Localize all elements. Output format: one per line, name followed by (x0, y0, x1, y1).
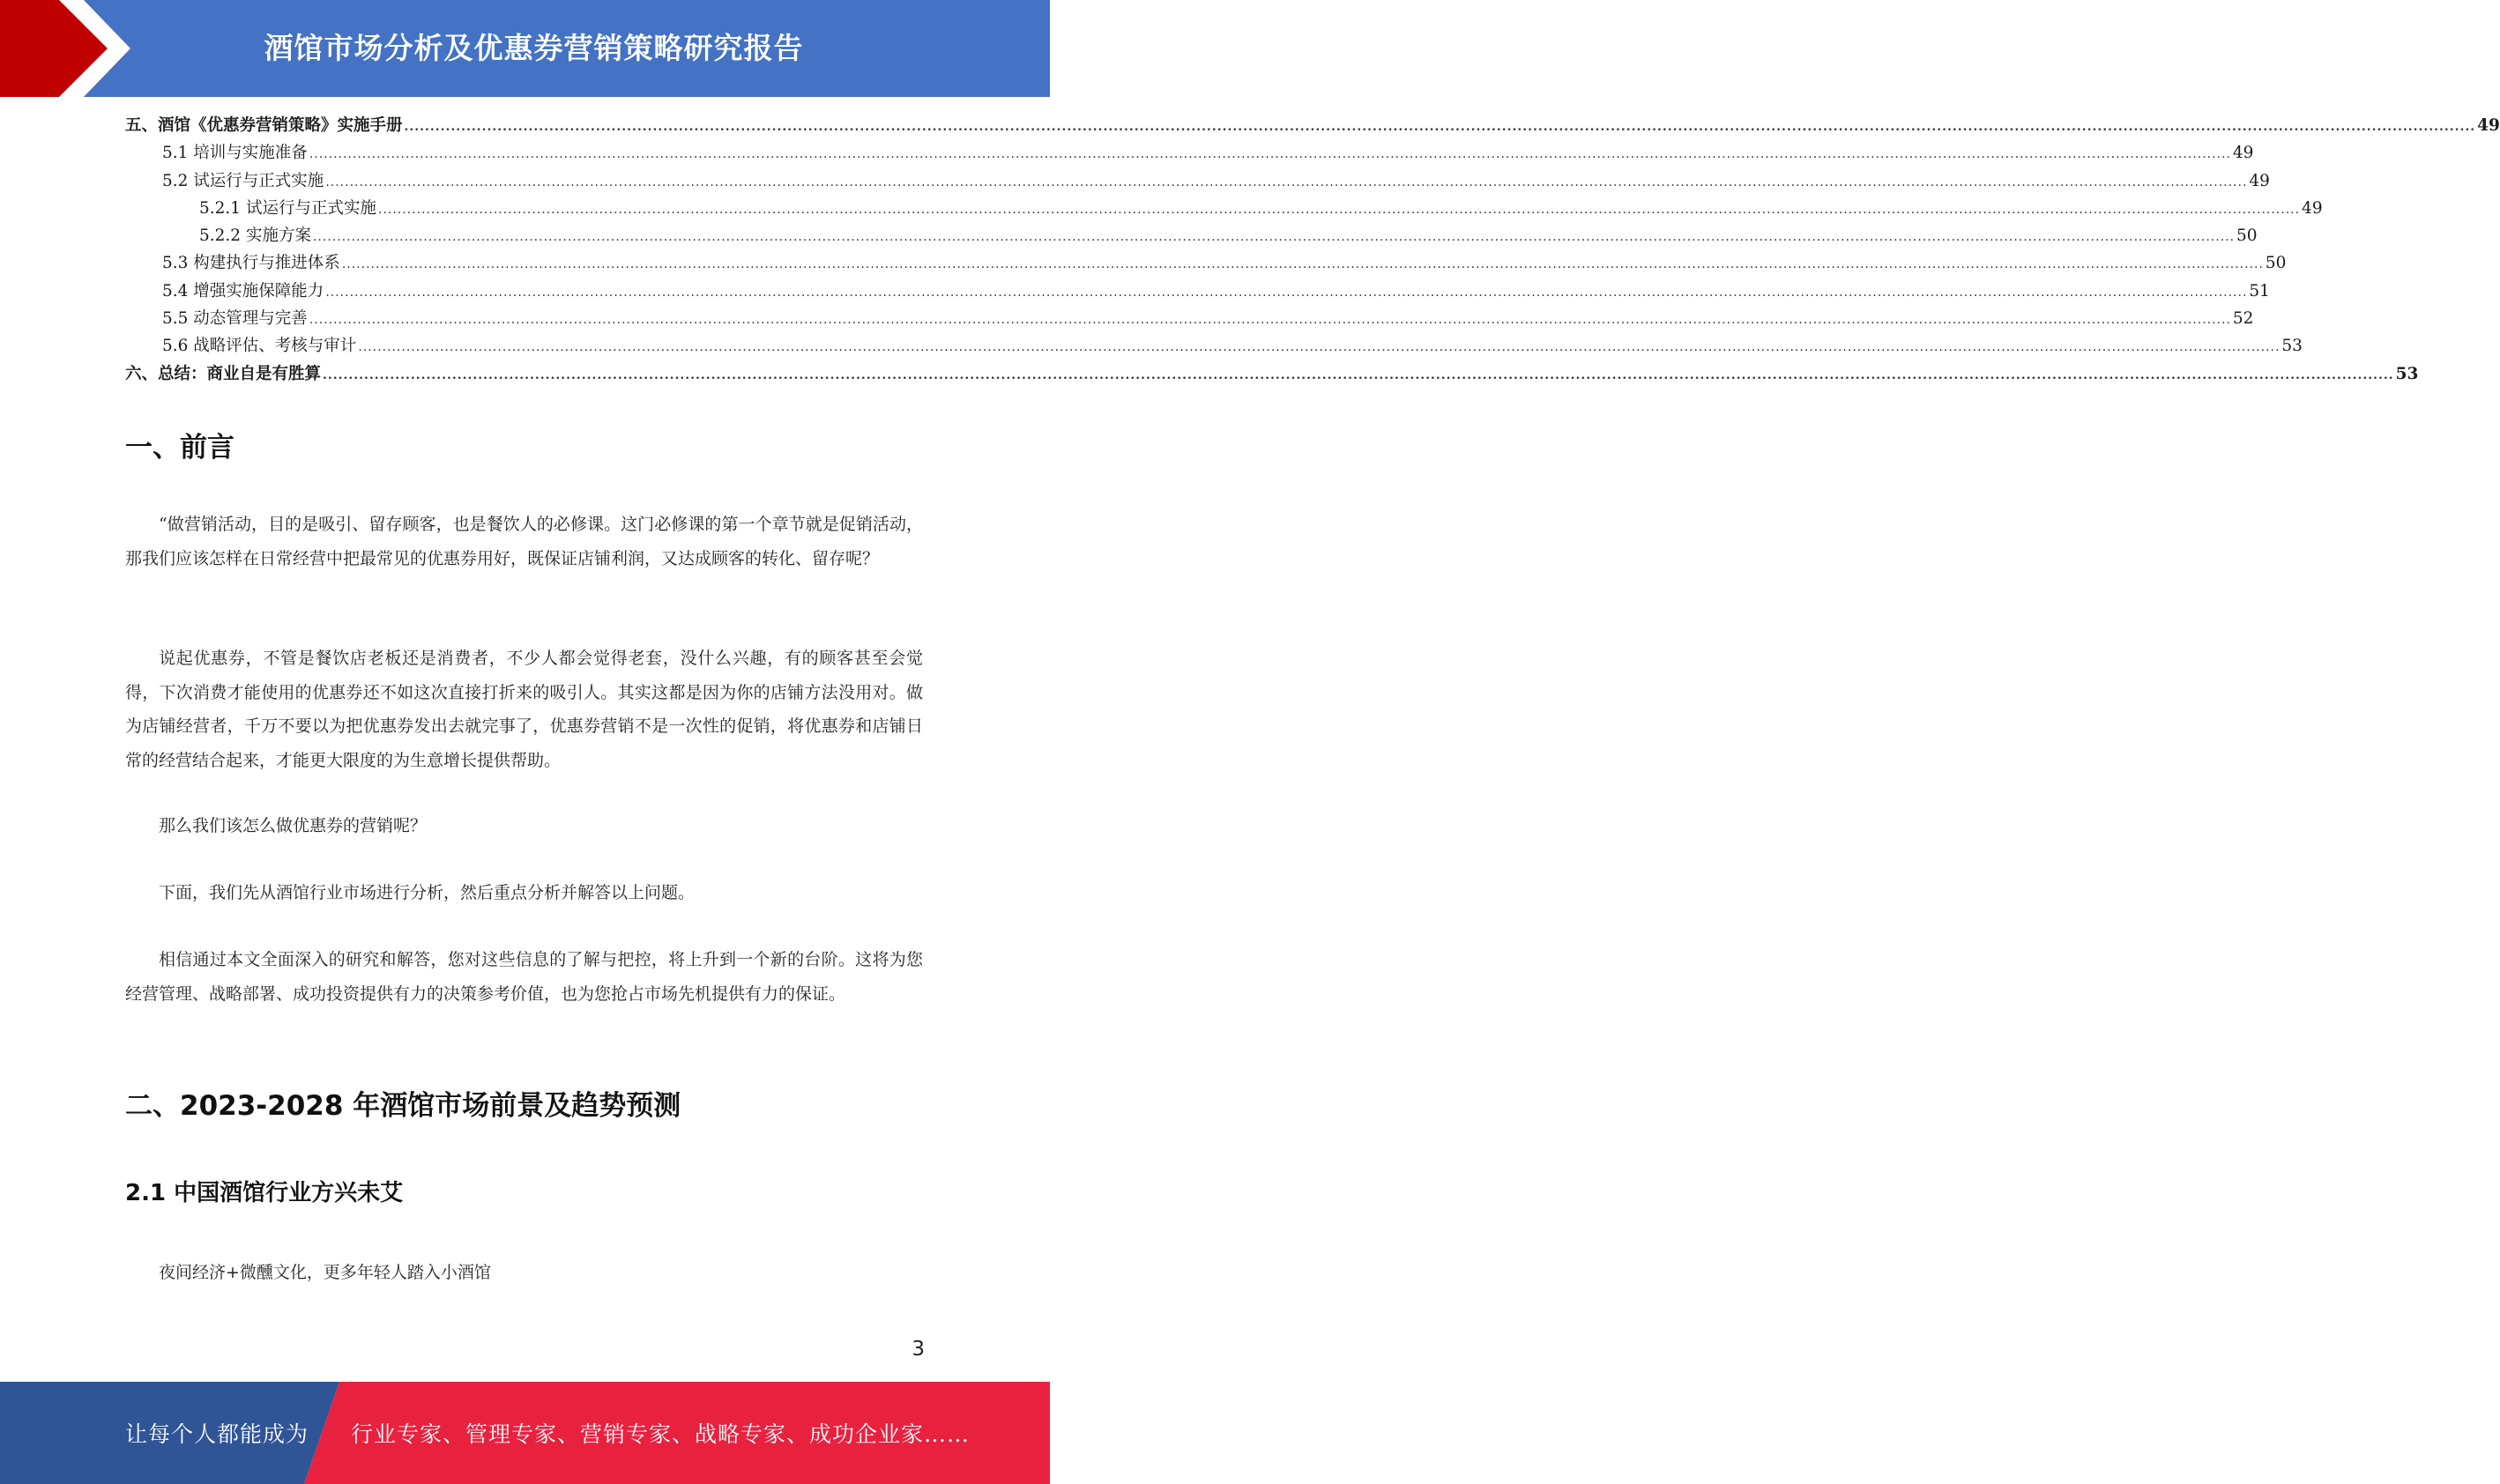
subsection-heading: 2.1 中国酒馆行业方兴未艾 (125, 1180, 404, 1206)
paragraph: 那么我们该怎么做优惠券的营销呢？ (159, 816, 428, 835)
header-banner (0, 0, 1050, 97)
toc-entry-label: 5.2 试运行与正式实施 (162, 171, 324, 190)
toc-entry[interactable] (125, 360, 2419, 388)
toc-entry-label: 5.4 增强实施保障能力 (162, 281, 324, 301)
toc-entry-page: 53 (2281, 337, 2303, 356)
footer-expert-list: 行业专家、管理专家、营销专家、战略专家、成功企业家…… (351, 1421, 971, 1447)
paragraph: 下面，我们先从酒馆行业市场进行分析，然后重点分析并解答以上问题。 (159, 883, 696, 902)
toc-entry-page: 50 (2265, 254, 2287, 273)
toc-dot-leader: ................................................................................................................................................................................................................................................................................................................................................................................................................ (377, 202, 2301, 217)
table-of-contents (125, 112, 2500, 388)
paragraph: 夜间经济+微醺文化，更多年轻人踏入小酒馆 (159, 1263, 491, 1282)
toc-entry-page: 53 (2395, 364, 2419, 383)
toc-entry-page: 49 (2477, 116, 2500, 135)
footer-slogan: 让每个人都能成为 (125, 1421, 309, 1447)
toc-entry-page: 52 (2232, 309, 2254, 329)
toc-entry-page: 50 (2236, 226, 2258, 246)
paragraph: 说起优惠券，不管是餐饮店老板还是消费者，不少人都会觉得老套，没什么兴趣，有的顾客甚至会觉得，下次消费才能使用的优惠券还不如这次直接打折来的吸引人。其实这都是因为你的店铺方法没用对。做为店铺经营者，千万不要以为把优惠券发出去就完事了，优惠券营销不是一次性的促销，将优惠券和店铺日常的经营结合起来，才能更大限度的为生意增长提供帮助。 (125, 649, 923, 770)
footer-banner (0, 1382, 1050, 1484)
toc-entry-label: 5.2.2 实施方案 (199, 226, 311, 246)
toc-dot-leader: ................................................................................................................................................................................................................................................................................................................................................................................................................ (323, 367, 2394, 382)
toc-entry-label: 五、酒馆《优惠券营销策略》实施手册 (125, 116, 403, 135)
toc-entry[interactable] (125, 278, 2270, 305)
section-heading-foreword: 一、前言 (125, 432, 234, 464)
toc-dot-leader: ................................................................................................................................................................................................................................................................................................................................................................................................................ (341, 257, 2264, 272)
toc-entry[interactable] (125, 139, 2254, 167)
toc-dot-leader: ................................................................................................................................................................................................................................................................................................................................................................................................................ (309, 313, 2231, 328)
toc-dot-leader: ................................................................................................................................................................................................................................................................................................................................................................................................................ (312, 230, 2236, 245)
toc-dot-leader: ................................................................................................................................................................................................................................................................................................................................................................................................................ (404, 120, 2476, 134)
toc-entry[interactable] (125, 332, 2303, 360)
toc-entry[interactable] (125, 195, 2323, 222)
toc-entry-page: 49 (2249, 171, 2270, 190)
toc-entry-label: 5.1 培训与实施准备 (162, 144, 308, 163)
toc-entry-label: 5.5 动态管理与完善 (162, 309, 308, 329)
toc-entry-label: 5.6 战略评估、考核与审计 (162, 337, 357, 356)
report-title: 酒馆市场分析及优惠券营销策略研究报告 (264, 30, 804, 65)
toc-entry-page: 49 (2302, 198, 2323, 218)
toc-dot-leader: ................................................................................................................................................................................................................................................................................................................................................................................................................ (325, 285, 2248, 300)
section-heading-market-forecast: 二、2023-2028 年酒馆市场前景及趋势预测 (125, 1090, 681, 1122)
paragraph: “做营销活动，目的是吸引、留存顾客，也是餐饮人的必修课。这门必修课的第一个章节就是促销活动，那我们应该怎样在日常经营中把最常见的优惠券用好，既保证店铺利润，又达成顾客的转化、留存呢？ (125, 515, 923, 568)
toc-entry-page: 49 (2232, 144, 2254, 163)
toc-entry[interactable] (125, 305, 2254, 332)
toc-entry-label: 5.3 构建执行与推进体系 (162, 254, 340, 273)
page-number: 3 (911, 1338, 925, 1361)
paragraph: 相信通过本文全面深入的研究和解答，您对这些信息的了解与把控，将上升到一个新的台阶。这将为您经营管理、战略部署、成功投资提供有力的决策参考价值，也为您抢占市场先机提供有力的保证。 (125, 950, 923, 1004)
toc-entry-label: 六、总结：商业自是有胜算 (125, 364, 322, 383)
toc-entry[interactable] (125, 167, 2270, 195)
toc-dot-leader: ................................................................................................................................................................................................................................................................................................................................................................................................................ (358, 340, 2281, 355)
toc-entry[interactable] (125, 222, 2258, 249)
toc-entry-page: 51 (2249, 281, 2270, 301)
toc-entry-label: 5.2.1 试运行与正式实施 (199, 198, 376, 218)
toc-dot-leader: ................................................................................................................................................................................................................................................................................................................................................................................................................ (309, 147, 2231, 162)
toc-dot-leader: ................................................................................................................................................................................................................................................................................................................................................................................................................ (325, 174, 2248, 189)
toc-entry[interactable] (125, 249, 2287, 277)
toc-entry[interactable] (125, 112, 2500, 139)
